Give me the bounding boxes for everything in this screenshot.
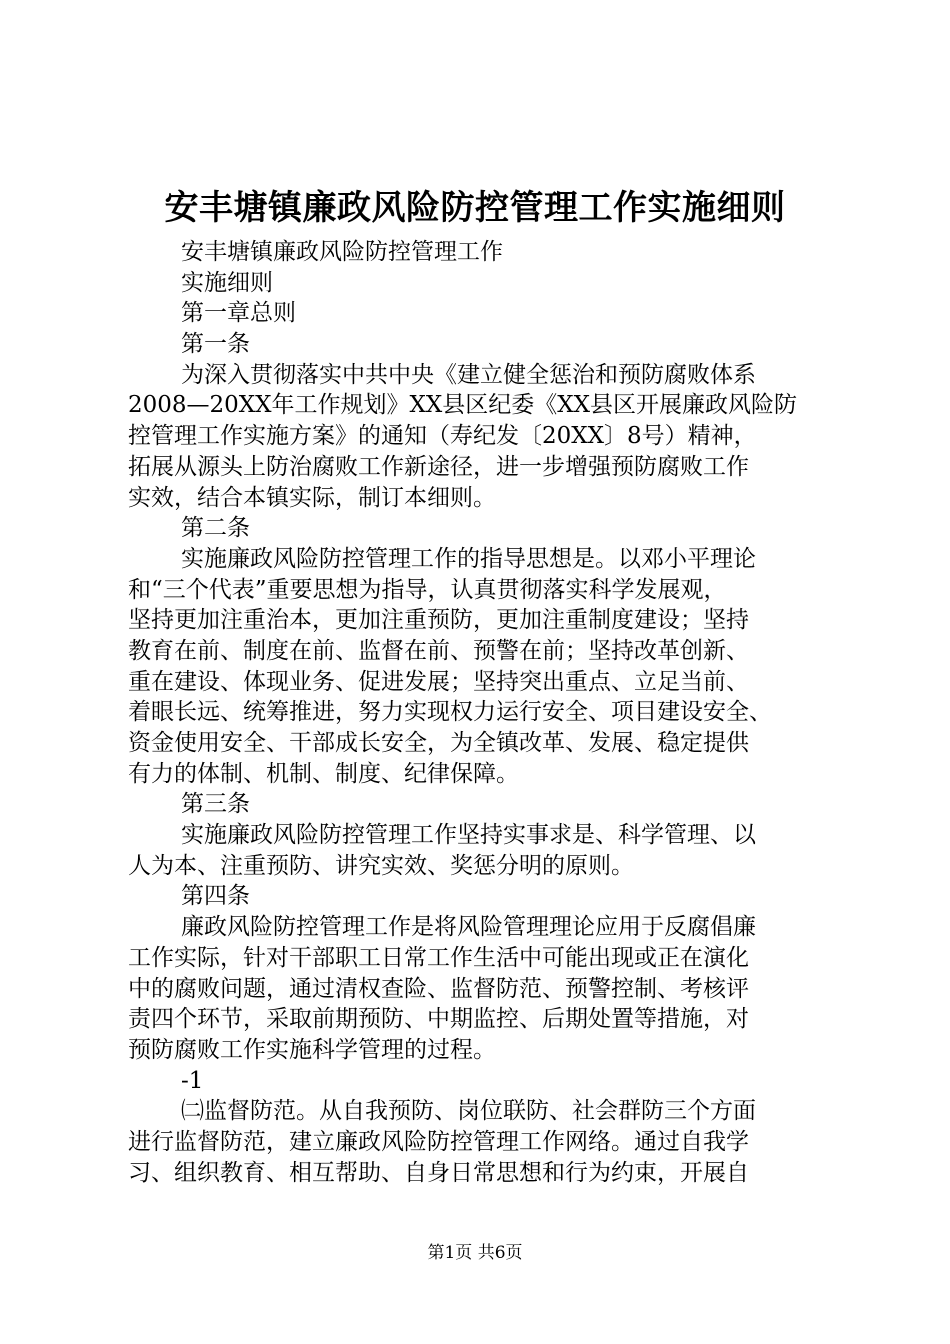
text-line: 实施细则 bbox=[181, 269, 273, 296]
text-line: 第四条 bbox=[181, 883, 250, 910]
text-line: 第一条 bbox=[181, 331, 250, 358]
text-line: 工作实际，针对干部职工日常工作生活中可能出现或正在演化 bbox=[128, 944, 749, 971]
text-line: 安丰塘镇廉政风险防控管理工作 bbox=[181, 239, 503, 265]
text-line: 责四个环节，采取前期预防、中期监控、后期处置等措施，对 bbox=[128, 1006, 749, 1033]
text-line: ㈡监督防范。从自我预防、岗位联防、社会群防三个方面 bbox=[181, 1098, 756, 1125]
text-line: 控管理工作实施方案》的通知（寿纪发〔20XX〕8号）精神， bbox=[128, 423, 757, 450]
text-line: 实效，结合本镇实际，制订本细则。 bbox=[128, 484, 496, 511]
text-line: 第三条 bbox=[181, 791, 250, 818]
text-line: 实施廉政风险防控管理工作的指导思想是。以邓小平理论 bbox=[181, 545, 756, 572]
text-line: 重在建设、体现业务、促进发展；坚持突出重点、立足当前、 bbox=[128, 668, 749, 695]
text-line: 人为本、注重预防、讲究实效、奖惩分明的原则。 bbox=[128, 852, 634, 879]
page-footer: 第1页 共6页 bbox=[427, 1243, 523, 1263]
text-line: 中的腐败问题，通过清权查险、监督防范、预警控制、考核评 bbox=[128, 975, 749, 1002]
text-line: 实施廉政风险防控管理工作坚持实事求是、科学管理、以 bbox=[181, 822, 756, 849]
text-line: 廉政风险防控管理工作是将风险管理理论应用于反腐倡廉 bbox=[181, 914, 756, 941]
text-line: 拓展从源头上防治腐败工作新途径，进一步增强预防腐败工作 bbox=[128, 453, 749, 480]
text-line: 和“三个代表”重要思想为指导，认真贯彻落实科学发展观， bbox=[128, 576, 727, 603]
text-line: 坚持更加注重治本，更加注重预防，更加注重制度建设；坚持 bbox=[128, 607, 749, 634]
text-line: 为深入贯彻落实中共中央《建立健全惩治和预防腐败体系 bbox=[181, 361, 756, 388]
text-line: 预防腐败工作实施科学管理的过程。 bbox=[128, 1036, 496, 1063]
text-line: 资金使用安全、干部成长安全，为全镇改革、发展、稳定提供 bbox=[128, 730, 749, 756]
text-line: -1 bbox=[181, 1067, 204, 1094]
document-body bbox=[128, 237, 834, 1188]
text-line: 有力的体制、机制、制度、纪律保障。 bbox=[128, 760, 519, 787]
text-line: 教育在前、制度在前、监督在前、预警在前；坚持改革创新、 bbox=[128, 637, 749, 664]
document-title: 安丰塘镇廉政风险防控管理工作实施细则 bbox=[164, 188, 786, 228]
text-line: 习、组织教育、相互帮助、自身日常思想和行为约束，开展自 bbox=[128, 1159, 749, 1186]
text-line: 第一章总则 bbox=[181, 300, 296, 327]
text-line: 第二条 bbox=[181, 515, 250, 542]
text-line: 进行监督防范，建立廉政风险防控管理工作网络。通过自我学 bbox=[128, 1128, 749, 1155]
text-line: 2008—20XX年工作规划》XX县区纪委《XX县区开展廉政风险防 bbox=[128, 392, 798, 419]
text-line: 着眼长远、统筹推进，努力实现权力运行安全、项目建设安全、 bbox=[128, 699, 772, 726]
